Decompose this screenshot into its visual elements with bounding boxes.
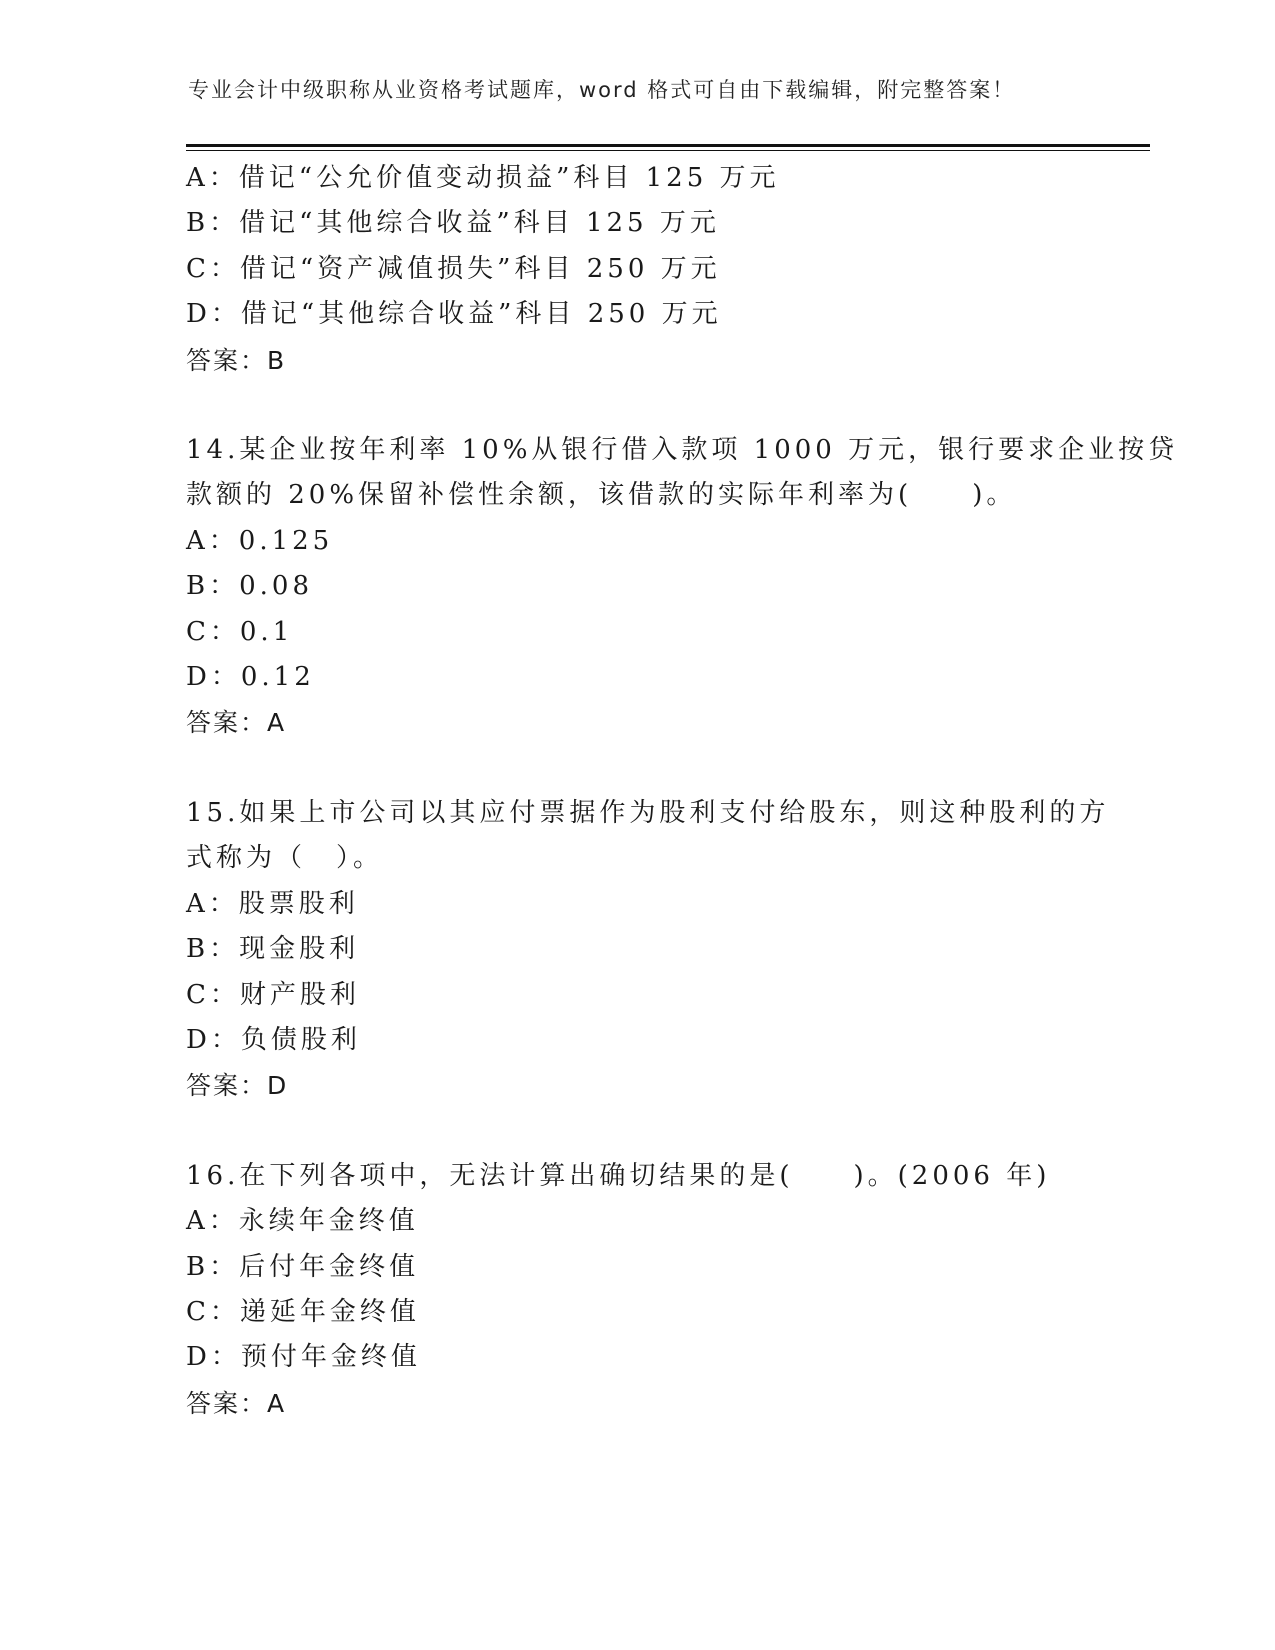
option-b: B：借记“其他综合收益”科目 125 万元 [186, 208, 720, 239]
option-a: A：借记“公允价值变动损益”科目 125 万元 [186, 163, 780, 193]
option-c: C：借记“资产减值损失”科目 250 万元 [186, 253, 721, 284]
spacer [186, 383, 1086, 428]
question-15 [186, 791, 1110, 1109]
option-a: A：股票股利 [186, 888, 359, 919]
spacer [186, 746, 1086, 791]
page-header: 专业会计中级职称从业资格考试题库，word 格式可自由下载编辑，附完整答案！ [188, 78, 1016, 102]
answer: 答案：B [186, 345, 287, 375]
answer: 答案：A [186, 1388, 287, 1418]
question-16 [186, 1154, 1086, 1426]
option-d: D：预付年金终值 [186, 1342, 421, 1373]
question-stem: 式称为（ ）。 [186, 843, 384, 874]
option-b: B：0.08 [186, 571, 313, 602]
question-14 [186, 428, 1179, 746]
question-stem: 款额的 20%保留补偿性余额，该借款的实际年利率为( )。 [186, 480, 1017, 511]
question-stem: 14.某企业按年利率 10%从银行借入款项 1000 万元，银行要求企业按贷 [186, 435, 1179, 466]
option-c: C：递延年金终值 [186, 1296, 420, 1327]
option-d: D：负债股利 [186, 1024, 361, 1055]
question-13-continued [186, 156, 1086, 383]
option-a: A：永续年金终值 [186, 1206, 419, 1237]
option-d: D：0.12 [186, 662, 315, 693]
answer: 答案：D [186, 1071, 289, 1101]
option-b: B：现金股利 [186, 934, 360, 965]
header-rule [186, 144, 1150, 151]
question-stem: 15.如果上市公司以其应付票据作为股利支付给股东，则这种股利的方 [186, 797, 1110, 828]
option-b: B：后付年金终值 [186, 1251, 420, 1282]
option-c: C：财产股利 [186, 979, 360, 1010]
answer: 答案：A [186, 708, 287, 738]
question-stem: 16.在下列各项中，无法计算出确切结果的是( )。(2006 年) [186, 1160, 1051, 1191]
question-list [186, 156, 1179, 1426]
option-a: A：0.125 [186, 525, 334, 556]
option-d: D：借记“其他综合收益”科目 250 万元 [186, 299, 722, 330]
option-c: C：0.1 [186, 616, 294, 647]
spacer [186, 1109, 1086, 1154]
